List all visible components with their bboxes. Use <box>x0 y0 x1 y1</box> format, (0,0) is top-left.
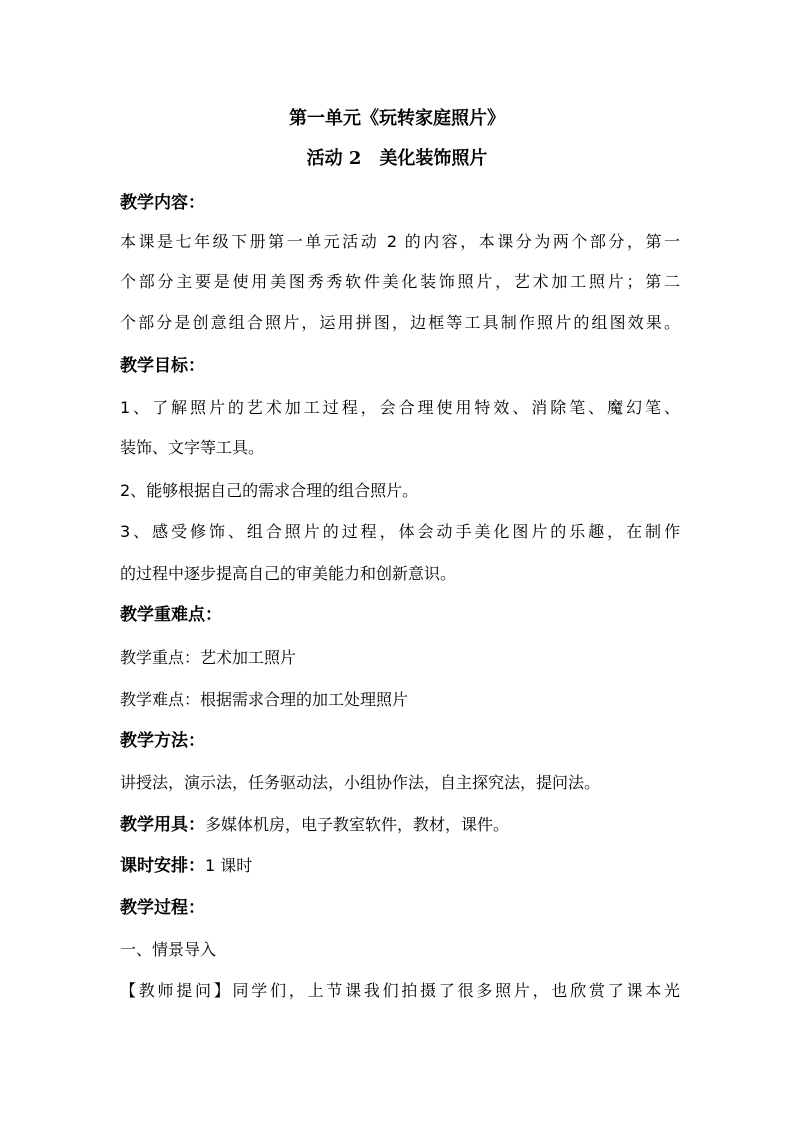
document-subtitle: 活动 2 美化装饰照片 <box>306 148 488 169</box>
schedule-label: 课时安排： <box>120 856 205 876</box>
content-line-2: 个部分主要是使用美图秀秀软件美化装饰照片，艺术加工照片；第二 <box>120 272 680 291</box>
tools-label: 教学用具： <box>120 815 205 835</box>
methods-text: 讲授法，演示法，任务驱动法，小组协作法，自主探究法，提问法。 <box>120 773 601 792</box>
key-point: 教学重点：艺术加工照片 <box>120 648 297 667</box>
tools-line <box>120 814 680 836</box>
content-heading: 教学内容： <box>120 193 205 213</box>
document-title: 第一单元《玩转家庭照片》 <box>289 108 505 129</box>
hard-point: 教学难点：根据需求合理的加工处理照片 <box>120 690 409 709</box>
tools-text: 多媒体机房，电子教室软件，教材，课件。 <box>205 815 510 834</box>
section-intro-heading: 一、情景导入 <box>120 940 217 959</box>
goal-line-4: 3、感受修饰、组合照片的过程，体会动手美化图片的乐趣，在制作 <box>120 522 680 541</box>
goal-line-1: 1、了解照片的艺术加工过程，会合理使用特效、消除笔、魔幻笔、 <box>120 398 680 417</box>
process-heading: 教学过程： <box>120 898 205 918</box>
difficulty-heading: 教学重难点： <box>120 605 222 625</box>
content-line-1: 本课是七年级下册第一单元活动 2 的内容，本课分为两个部分，第一 <box>120 232 680 251</box>
goal-line-2: 装饰、文字等工具。 <box>120 438 265 457</box>
teacher-question-line: 【教师提问】同学们，上节课我们拍摄了很多照片，也欣赏了课本光 <box>120 981 680 1000</box>
goal-line-3: 2、能够根据自己的需求合理的组合照片。 <box>120 481 419 500</box>
schedule-line <box>120 855 680 877</box>
methods-heading: 教学方法： <box>120 731 205 751</box>
schedule-text: 1 课时 <box>205 856 253 875</box>
content-line-3: 个部分是创意组合照片，运用拼图，边框等工具制作照片的组图效果。 <box>120 313 680 332</box>
goal-line-5: 的过程中逐步提高自己的审美能力和创新意识。 <box>120 564 457 583</box>
goals-heading: 教学目标： <box>120 356 205 376</box>
